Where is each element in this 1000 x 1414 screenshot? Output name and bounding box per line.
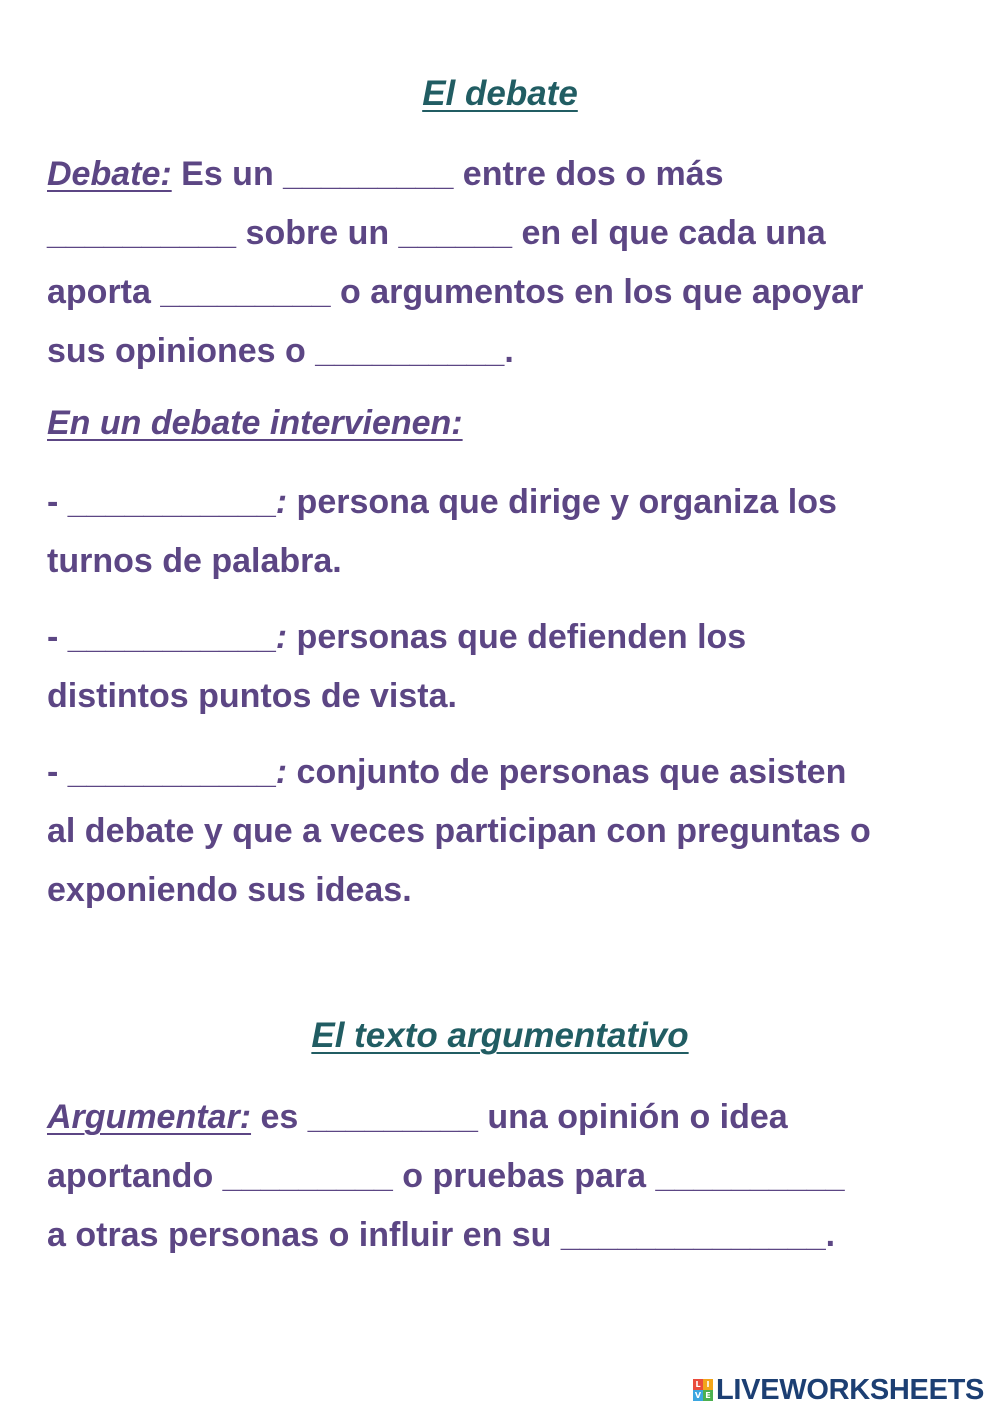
participant-line-2: turnos de palabra. xyxy=(47,542,342,580)
definition-line-2: aportando _________ o pruebas para __________ xyxy=(47,1157,845,1195)
participant-speakers xyxy=(47,608,947,726)
definition-line-4: sus opiniones o __________. xyxy=(47,332,514,370)
liveworksheets-mark-icon: L I V E xyxy=(693,1379,713,1401)
participant-line-1 xyxy=(47,473,947,532)
definition-text: Es un _________ entre dos o más xyxy=(171,155,724,193)
definition-line-1 xyxy=(47,1088,947,1147)
participants-heading: En un debate intervienen: xyxy=(47,404,463,442)
fill-blank: - ___________ xyxy=(47,483,276,521)
section-title-argumentative-text: El texto argumentativo xyxy=(311,1016,689,1055)
participant-description: persona que dirige y organiza los xyxy=(287,483,837,521)
definition-line-3: a otras personas o influir en su ______________. xyxy=(47,1216,836,1254)
colon: : xyxy=(275,618,288,656)
debate-definition xyxy=(47,145,947,381)
colon: : xyxy=(275,483,288,521)
colon: : xyxy=(275,753,288,791)
participant-moderator xyxy=(47,473,947,591)
participant-audience xyxy=(47,743,947,920)
participant-description: conjunto de personas que asisten xyxy=(287,753,847,791)
participant-description: personas que defienden los xyxy=(287,618,747,656)
participant-line-2: al debate y que a veces participan con preguntas o xyxy=(47,812,871,850)
fill-blank: - ___________ xyxy=(47,753,276,791)
participant-line-2: distintos puntos de vista. xyxy=(47,677,457,715)
participant-line-1 xyxy=(47,608,947,667)
definition-term: Argumentar: xyxy=(47,1098,252,1136)
definition-text: es _________ una opinión o idea xyxy=(251,1098,788,1136)
definition-line-2: __________ sobre un ______ en el que cada una xyxy=(47,214,826,252)
definition-line-3: aporta _________ o argumentos en los que apoyar xyxy=(47,273,864,311)
section-title-debate: El debate xyxy=(422,74,578,113)
fill-blank: - ___________ xyxy=(47,618,276,656)
participant-line-3: exponiendo sus ideas. xyxy=(47,871,412,909)
argumentar-definition xyxy=(47,1088,947,1265)
participant-line-1 xyxy=(47,743,947,802)
definition-line-1 xyxy=(47,145,947,204)
definition-term: Debate: xyxy=(47,155,172,193)
liveworksheets-logo xyxy=(693,1374,984,1406)
logo-text: LIVEWORKSHEETS xyxy=(716,1373,985,1406)
